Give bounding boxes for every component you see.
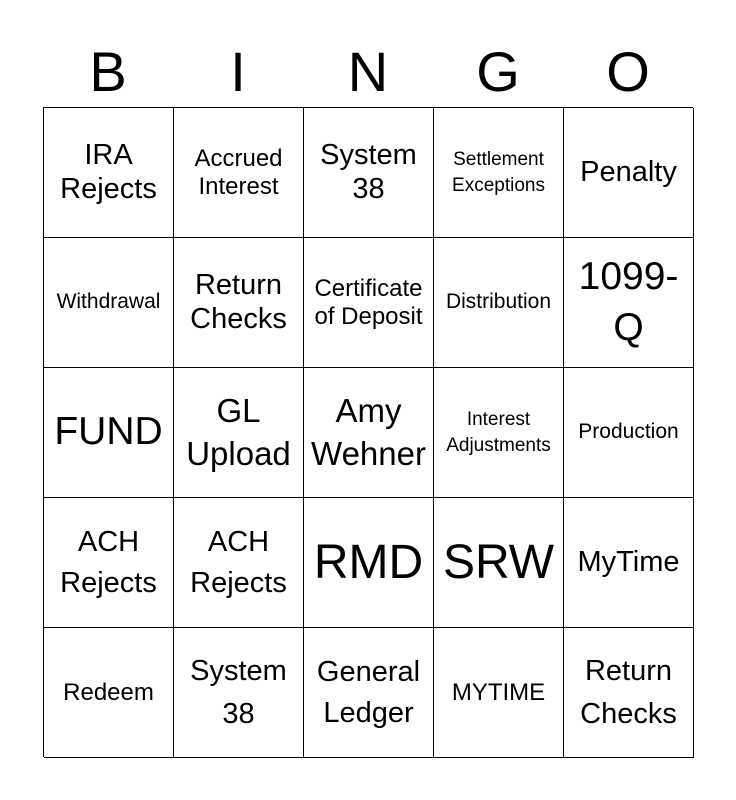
bingo-cell[interactable] <box>44 498 174 628</box>
cell-text: FUND <box>54 410 163 454</box>
bingo-cell[interactable] <box>44 108 174 238</box>
cell-text: Certificate of Deposit <box>314 274 423 330</box>
cell-text: System 38 <box>320 139 417 205</box>
bingo-cell[interactable] <box>44 628 174 758</box>
bingo-cell[interactable] <box>564 368 694 498</box>
bingo-cell[interactable] <box>564 108 694 238</box>
cell-text: Settlement Exceptions <box>452 148 545 196</box>
bingo-cell[interactable] <box>434 238 564 368</box>
bingo-cell[interactable] <box>174 108 304 238</box>
bingo-cell[interactable] <box>44 238 174 368</box>
cell-text: Return Checks <box>190 269 287 335</box>
cell-text: GL Upload <box>186 391 291 472</box>
cell-text: Accrued Interest <box>194 144 283 200</box>
cell-text: MyTime <box>577 545 680 578</box>
bingo-cell[interactable] <box>174 238 304 368</box>
header-letter-n: N <box>347 40 389 103</box>
bingo-cell[interactable] <box>304 498 434 628</box>
bingo-cell[interactable] <box>564 498 694 628</box>
bingo-cell[interactable] <box>304 108 434 238</box>
cell-text: SRW <box>442 535 555 589</box>
cell-text: RMD <box>313 535 424 589</box>
header-letter-i: I <box>230 40 246 103</box>
cell-text: Return Checks <box>580 655 677 730</box>
cell-text: Interest Adjustments <box>446 408 551 456</box>
cell-text: Distribution <box>445 290 552 314</box>
cell-text: IRA Rejects <box>60 139 157 205</box>
cell-text: General Ledger <box>316 655 421 729</box>
cell-text: Amy Wehner <box>311 391 426 472</box>
cell-text: System 38 <box>190 655 287 730</box>
bingo-cell[interactable] <box>564 628 694 758</box>
header-letter-g: G <box>476 40 520 103</box>
cell-text: Redeem <box>63 678 154 706</box>
bingo-cell[interactable] <box>174 628 304 758</box>
bingo-cell[interactable] <box>304 628 434 758</box>
bingo-cell[interactable] <box>434 498 564 628</box>
header-letter-b: B <box>89 40 127 103</box>
cell-text: ACH Rejects <box>60 525 157 599</box>
bingo-cell[interactable] <box>304 238 434 368</box>
bingo-cell[interactable] <box>564 238 694 368</box>
bingo-cell[interactable] <box>434 628 564 758</box>
bingo-cell[interactable] <box>434 108 564 238</box>
bingo-cell[interactable] <box>44 368 174 498</box>
bingo-grid <box>43 107 693 757</box>
cell-text: 1099-Q <box>578 254 679 349</box>
cell-text: ACH Rejects <box>190 525 287 599</box>
bingo-header <box>43 36 693 108</box>
cell-text: Penalty <box>580 155 677 188</box>
bingo-cell[interactable] <box>174 368 304 498</box>
header-letter-o: O <box>606 40 650 103</box>
bingo-cell[interactable] <box>304 368 434 498</box>
bingo-cell[interactable] <box>174 498 304 628</box>
cell-text: Production <box>578 420 679 444</box>
cell-text: Withdrawal <box>56 290 161 314</box>
cell-text: MYTIME <box>451 678 546 706</box>
bingo-cell[interactable] <box>434 368 564 498</box>
